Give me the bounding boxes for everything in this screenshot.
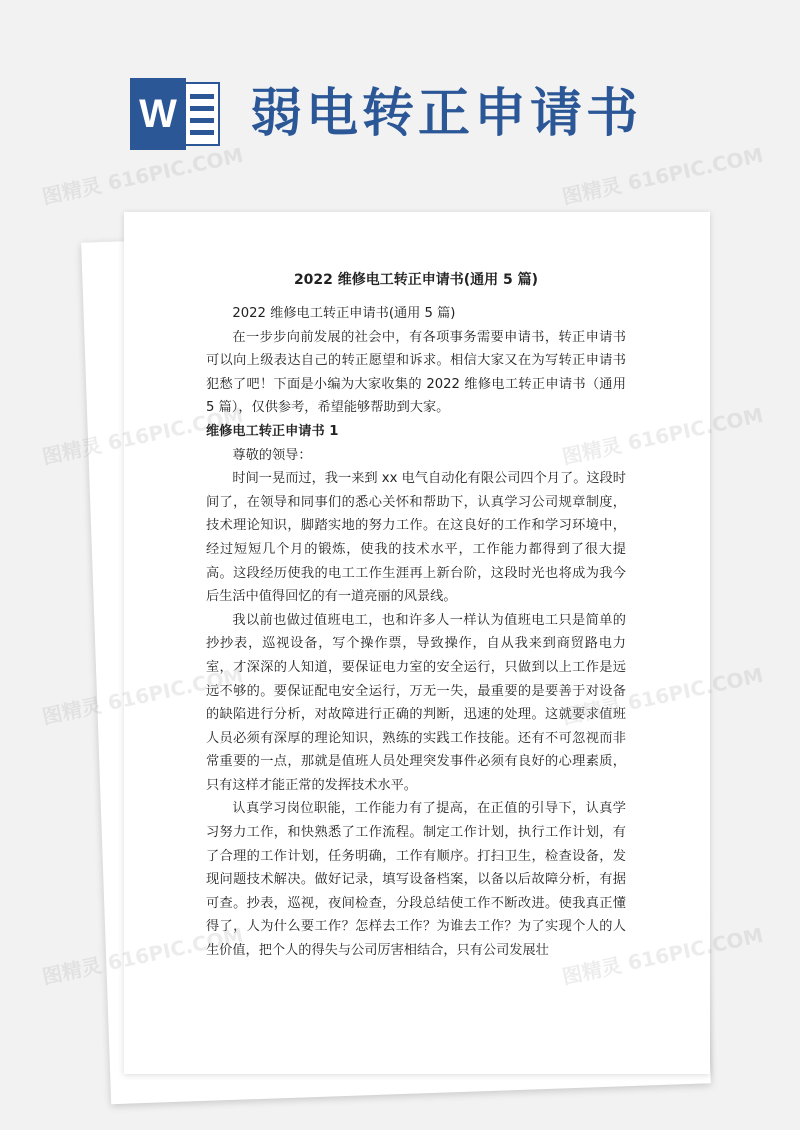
word-document-icon — [130, 78, 222, 150]
body-paragraph: 时间一晃而过，我一来到 xx 电气自动化有限公司四个月了。这段时间了，在领导和同事们的悉心关怀和帮助下，认真学习公司规章制度，技术理论知识，脚踏实地的努力工作。在这良好的工作和学习环境中，经过短短几个月的锻炼，使我的技术水平，工作能力都得到了很大提高。这段经历使我的电工工作生涯再上新台阶，这段时光也将成为我今后生活中值得回忆的有一道亮丽的风景线。 — [206, 471, 626, 605]
document-page — [124, 212, 710, 1074]
section-heading: 维修电工转正申请书 1 — [206, 423, 339, 439]
banner-title: 弱电转正申请书 — [250, 83, 643, 144]
document-subtitle: 2022 维修电工转正申请书(通用 5 篇) — [232, 306, 456, 321]
word-logo-letter: W — [130, 78, 186, 150]
salutation: 尊敬的领导： — [232, 447, 312, 463]
document-title: 2022 维修电工转正申请书(通用 5 篇) — [293, 272, 539, 288]
body-paragraph: 我以前也做过值班电工，也和许多人一样认为值班电工只是简单的抄抄表，巡视设备，写个操作票，导致操作，自从我来到商贸路电力室，才深深的人知道，要保证电力室的安全运行，只做到以上工作是远远不够的。要保证配电安全运行，万无一失，最重要的是要善于对设备的缺陷进行分析，对故障进行正确的判断，迅速的处理。这就要求值班人员必须有深厚的理论知识，熟练的实践工作技能。还有不可忽视而非常重要的一点，那就是值班人员处理突发事件必须有良好的心理素质，只有这样才能正常的发挥技术水平。 — [206, 612, 626, 793]
watermark: 图精灵 616PIC.COM — [560, 142, 766, 209]
intro-paragraph: 在一步步向前发展的社会中，有各项事务需要申请书，转正申请书可以向上级表达自己的转正愿望和诉求。相信大家又在为写转正申请书犯愁了吧！下面是小编为大家收集的 2022 维修电工转正申请书（通用 5 篇），仅供参考，希望能够帮助到大家。 — [206, 329, 626, 416]
document-content — [206, 268, 626, 963]
watermark: 图精灵 — [40, 953, 104, 989]
body-paragraph: 认真学习岗位职能，工作能力有了提高，在正值的引导下，认真学习努力工作，和快熟悉了工作流程。制定工作计划，执行工作计划，有了合理的工作计划，任务明确，工作有顺序。打扫卫生，检查设备，发现问题技术解决。做好记录，填写设备档案，以备以后故障分析，有据可查。抄表，巡视，夜间检查，分段总结使工作不断改进。使我真正懂得了，人为什么要工作？怎样去工作？为谁去工作？为了实现个人的人生价值，把个人的得失与公司厉害相结合，只有公司发展壮 — [206, 801, 626, 959]
watermark: 图精灵 616PIC.COM — [40, 142, 246, 209]
watermark: 图精灵 — [40, 433, 104, 469]
header-banner — [0, 0, 800, 190]
watermark: 图精灵 — [40, 693, 104, 729]
